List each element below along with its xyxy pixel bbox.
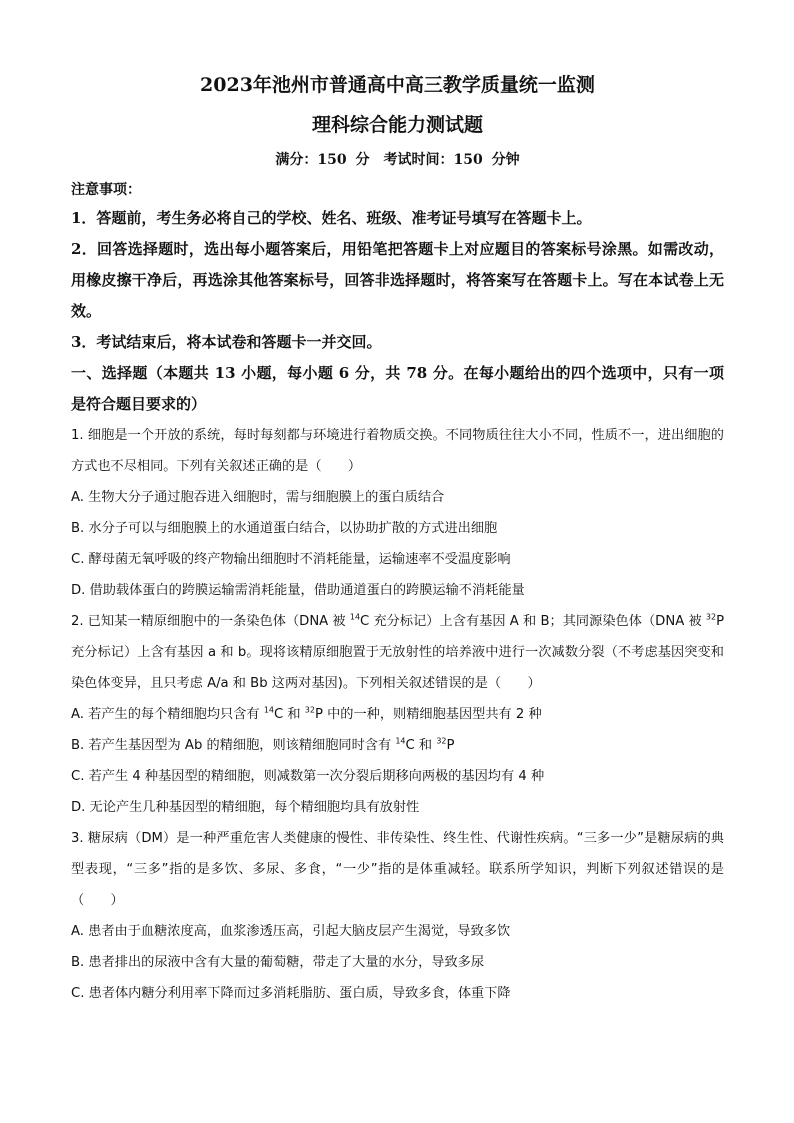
q2b-part3: P: [446, 738, 455, 753]
question-2-stem: [71, 606, 724, 699]
q2a-sup1: 14: [263, 705, 274, 715]
question-2-option-c: C. 若产生 4 种基因型的精细胞，则减数第一次分裂后期移向两极的基因均有 4 种: [71, 769, 545, 784]
question-1-option-d: D. 借助载体蛋白的跨膜运输需消耗能量，借助通道蛋白的跨膜运输不消耗能量: [71, 583, 525, 598]
question-1-option-c: C. 酵母菌无氧呼吸的终产物输出细胞时不消耗能量，运输速率不受温度影响: [71, 552, 511, 567]
question-2-option-a: [71, 699, 724, 730]
notice-heading: 注意事项：: [71, 182, 141, 198]
exam-subtitle: 理科综合能力测试题: [311, 114, 483, 136]
notice-item-2: 2．回答选择题时，选出每小题答案后，用铅笔把答题卡上对应题目的答案标号涂黑。如需改动，用橡皮擦干净后，再选涂其他答案标号，回答非选择题时，将答案写在答题卡上。写在本试卷上无效。: [71, 240, 724, 320]
q2-stem-part3: P 充分标记）上含有基因 a 和 b。现将该精原细胞置于无放射性的培养液中进行一次减数分裂（不考虑基因突变和染色体变异，且只考虑 A/a 和 Bb 这两对基因)。下列相关叙述错误的是（ ）: [71, 614, 725, 691]
q2b-part2: C 和: [405, 738, 437, 753]
q2a-part2: C 和: [274, 707, 305, 722]
notice-item-3: 3．考试结束后，将本试卷和答题卡一并交回。: [71, 333, 382, 351]
question-1-option-a: A. 生物大分子通过胞吞进入细胞时，需与细胞膜上的蛋白质结合: [71, 490, 445, 505]
question-1-option-b: B. 水分子可以与细胞膜上的水通道蛋白结合，以协助扩散的方式进出细胞: [71, 521, 498, 536]
question-3-stem: 3. 糖尿病（DM）是一种严重危害人类健康的慢性、非传染性、终生性、代谢性疾病。“三多一少”是糖尿病的典型表现，“三多”指的是多饮、多尿、多食，“一少”指的是体重减轻。联系所学知识，判断下列叙述错误的是（ ）: [71, 831, 724, 908]
exam-meta: 满分：150 分 考试时间：150 分钟: [275, 152, 520, 168]
q2a-part3: P 中的一种，则精细胞基因型共有 2 种: [314, 707, 542, 722]
q2a-part1: A. 若产生的每个精细胞均只含有: [71, 707, 264, 722]
question-3-option-a: A. 患者由于血糖浓度高，血浆渗透压高，引起大脑皮层产生渴觉，导致多饮: [71, 924, 511, 939]
q2b-sup2: 32: [436, 736, 447, 746]
question-2-option-d: D. 无论产生几种基因型的精细胞，每个精细胞均具有放射性: [71, 800, 420, 815]
q2-stem-sup2: 32: [705, 612, 717, 622]
q2-stem-part2: C 充分标记）上含有基因 A 和 B；其同源染色体（DNA 被: [360, 614, 706, 629]
exam-title: 2023年池州市普通高中高三教学质量统一监测: [200, 74, 595, 96]
q2-stem-part1: 2. 已知某一精原细胞中的一条染色体（DNA 被: [71, 614, 350, 629]
question-2-option-b: [71, 730, 724, 761]
question-1-stem: 1. 细胞是一个开放的系统，每时每刻都与环境进行着物质交换。不同物质往往大小不同，性质不一，进出细胞的方式也不尽相同。下列有关叙述正确的是（ ）: [71, 428, 724, 474]
q2b-part1: B. 若产生基因型为 Ab 的精细胞，则该精细胞同时含有: [71, 738, 396, 753]
q2a-sup2: 32: [304, 705, 315, 715]
q2-stem-sup1: 14: [349, 612, 361, 622]
question-3-option-c: C. 患者体内糖分利用率下降而过多消耗脂肪、蛋白质，导致多食，体重下降: [71, 986, 511, 1001]
q2b-sup1: 14: [395, 736, 406, 746]
notice-item-1: 1．答题前，考生务必将自己的学校、姓名、班级、准考证号填写在答题卡上。: [71, 209, 592, 227]
question-3-option-b: B. 患者排出的尿液中含有大量的葡萄糖，带走了大量的水分，导致多尿: [71, 955, 485, 970]
section-heading: 一、选择题（本题共 13 小题，每小题 6 分，共 78 分。在每小题给出的四个选项中，只有一项是符合题目要求的）: [71, 364, 724, 413]
